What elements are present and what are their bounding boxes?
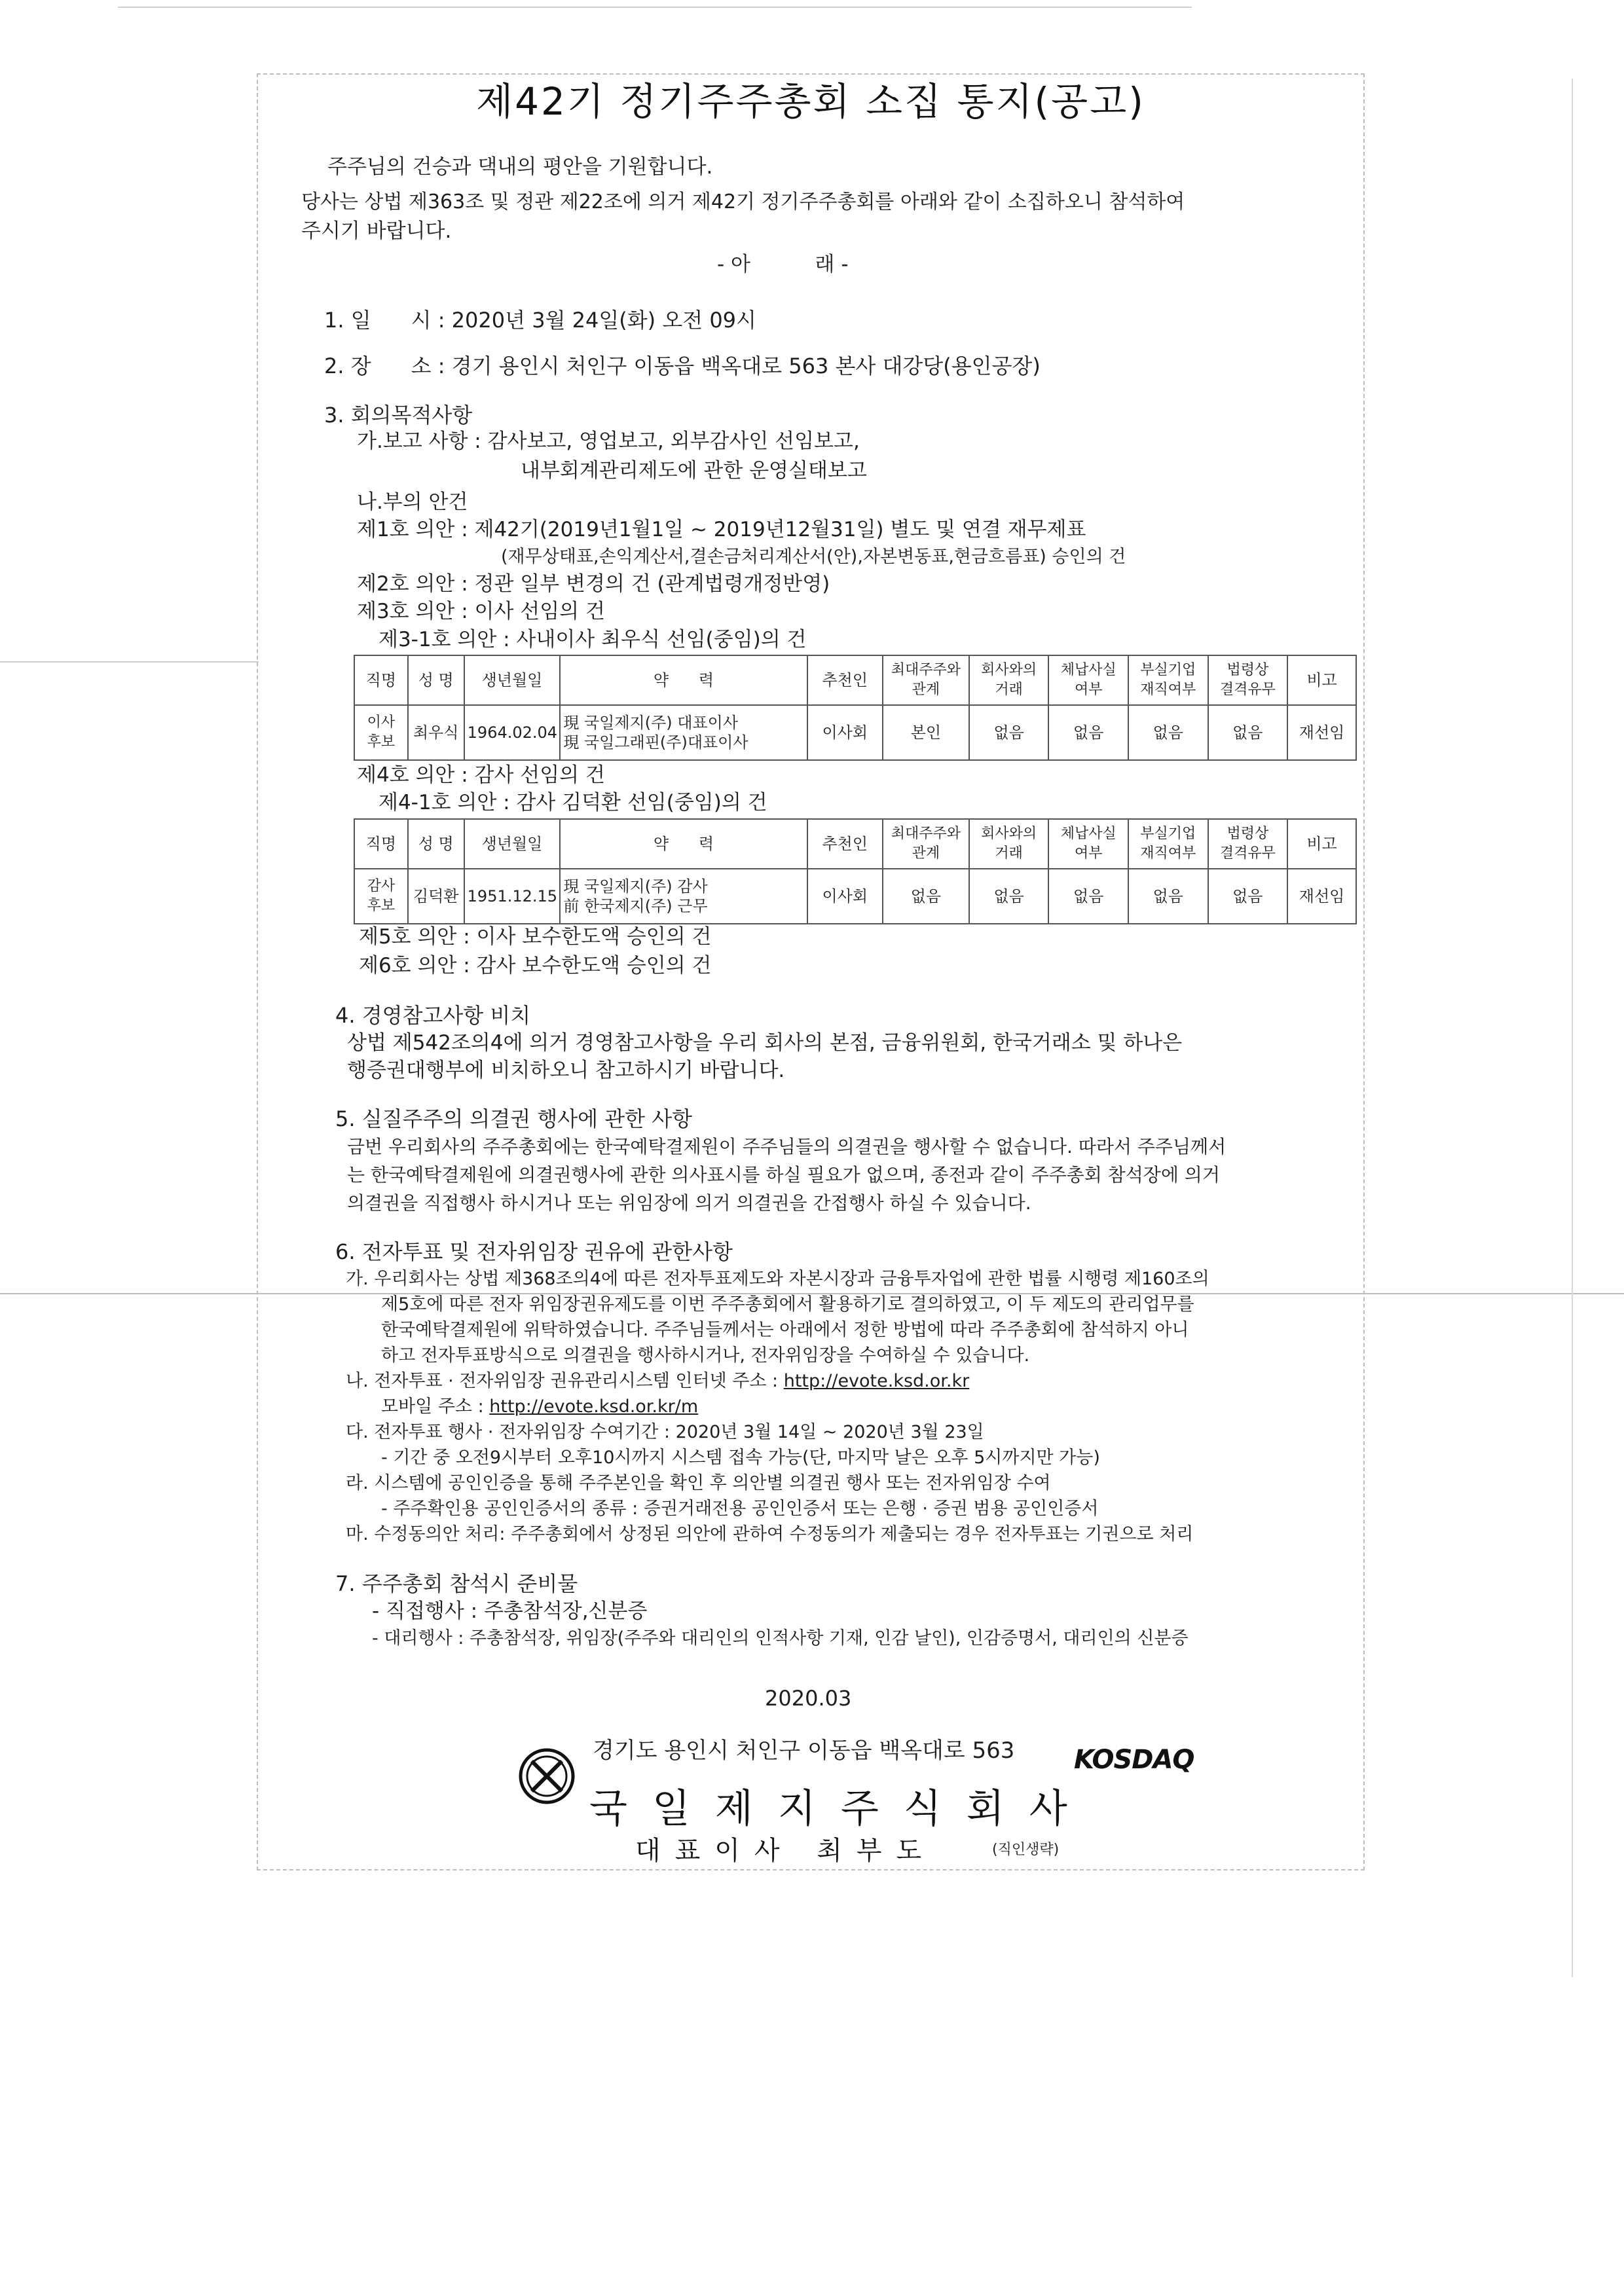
header-recommender: 추천인: [807, 655, 883, 705]
header-remark: 비고: [1287, 819, 1356, 869]
cell-name: 김덕환: [408, 869, 464, 924]
section-6-d-2: - 주주확인용 공인인증서의 종류 : 증권거래전용 공인인증서 또는 은행 · 증권 범용 공인인증서: [381, 1499, 1099, 1519]
cell-insolvent: 없음: [1128, 705, 1208, 760]
cell-relation: 없음: [883, 869, 969, 924]
agenda-1-sub: (재무상태표,손익계산서,결손금처리계산서(안),자본변동표,현금흐름표) 승인의 건: [501, 547, 1126, 567]
cell-recommender: 이사회: [807, 705, 883, 760]
section-4-heading: 4. 경영참고사항 비치: [335, 1003, 531, 1028]
section-6-a-1: 가. 우리회사는 상법 제368조의4에 따른 전자투표제도와 자본시장과 금융투자업에 관한 법률 시행령 제160조의: [346, 1269, 1209, 1289]
header-position: 직명: [354, 655, 408, 705]
header-career: 약 력: [560, 819, 807, 869]
scan-line-right: [1572, 79, 1573, 1977]
resolution-heading: 나.부의 안건: [357, 490, 468, 514]
header-birth: 생년월일: [464, 655, 561, 705]
cell-insolvent: 없음: [1128, 869, 1208, 924]
section-5-line-2: 는 한국예탁결제원에 의결권행사에 관한 의사표시를 하실 필요가 없으며, 종전과 같이 주주총회 참석장에 의거: [347, 1164, 1220, 1186]
mobile-url-link[interactable]: http://evote.ksd.or.kr/m: [489, 1396, 699, 1417]
below-heading: - 아 래 -: [717, 253, 849, 276]
cell-position: 이사 후보: [354, 705, 408, 760]
cell-relation: 본인: [883, 705, 969, 760]
agenda-5: 제5호 의안 : 이사 보수한도액 승인의 건: [359, 925, 712, 949]
header-tax: 체납사실 여부: [1048, 819, 1128, 869]
header-tax: 체납사실 여부: [1048, 655, 1128, 705]
agenda-3: 제3호 의안 : 이사 선임의 건: [357, 600, 605, 623]
section-6-b-1: [346, 1369, 969, 1394]
section-6-heading: 6. 전자투표 및 전자위임장 권유에 관한사항: [335, 1239, 733, 1264]
header-remark: 비고: [1287, 655, 1356, 705]
section-5-line-3: 의결권을 직접행사 하시거나 또는 위임장에 의거 의결권을 간접행사 하실 수 있습니다.: [347, 1192, 1031, 1214]
table-header-row: [354, 819, 1356, 869]
scan-line-mid-left: [0, 661, 259, 663]
intro-line-1: 당사는 상법 제363조 및 정관 제22조에 의거 제42기 정기주주총회를 아래와 같이 소집하오니 참석하여: [301, 191, 1185, 213]
cell-remark: 재선임: [1287, 705, 1356, 760]
agenda-4: 제4호 의안 : 감사 선임의 건: [357, 763, 605, 787]
meeting-date: 1. 일 시 : 2020년 3월 24일(화) 오전 09시: [324, 308, 756, 333]
header-trade: 회사와의 거래: [969, 655, 1049, 705]
agenda-2: 제2호 의안 : 정관 일부 변경의 건 (관계법령개정반영): [357, 572, 830, 596]
header-relation: 최대주주와 관계: [883, 819, 969, 869]
cell-position: 감사 후보: [354, 869, 408, 924]
footer-date: 2020.03: [765, 1686, 852, 1711]
evote-url-link[interactable]: http://evote.ksd.or.kr: [783, 1371, 970, 1391]
cell-career: 現 국일제지(주) 대표이사 現 국일그래핀(주)대표이사: [560, 705, 807, 760]
ceo-name: 대표이사 최부도: [635, 1836, 936, 1866]
company-name: 국일제지주식회사: [589, 1786, 1092, 1832]
seal-note: (직인생략): [992, 1842, 1060, 1858]
cell-trade: 없음: [969, 869, 1049, 924]
scan-line-top: [118, 7, 1192, 8]
footer-address: 경기도 용인시 처인구 이동읍 백옥대로 563: [593, 1738, 1015, 1764]
cell-tax: 없음: [1048, 869, 1128, 924]
section-5-heading: 5. 실질주주의 의결권 행사에 관한 사항: [335, 1106, 693, 1131]
cell-birth: 1964.02.04: [464, 705, 561, 760]
agenda-3-1: 제3-1호 의안 : 사내이사 최우식 선임(중임)의 건: [378, 628, 807, 651]
header-name: 성 명: [408, 655, 464, 705]
section-6-b-2: [381, 1394, 698, 1419]
agenda-heading: 3. 회의목적사항: [324, 403, 473, 428]
company-emblem-icon: [517, 1747, 576, 1806]
section-4-line-2: 행증권대행부에 비치하오니 참고하시기 바랍니다.: [347, 1059, 785, 1082]
auditor-candidate-table: [354, 818, 1357, 924]
evote-url-label: 나. 전자투표 · 전자위임장 권유관리시스템 인터넷 주소 :: [346, 1371, 784, 1391]
cell-tax: 없음: [1048, 705, 1128, 760]
header-legal: 법령상 결격유무: [1208, 655, 1288, 705]
cell-legal: 없음: [1208, 869, 1288, 924]
section-7-heading: 7. 주주총회 참석시 준비물: [335, 1571, 578, 1596]
section-6-a-3: 한국예탁결제원에 위탁하였습니다. 주주님들께서는 아래에서 정한 방법에 따라 주주총회에 참석하지 아니: [381, 1320, 1189, 1340]
header-insolvent: 부실기업 재직여부: [1128, 819, 1208, 869]
section-6-c-2: - 기간 중 오전9시부터 오후10시까지 시스템 접속 가능(단, 마지막 날은 오후 5시까지만 가능): [381, 1448, 1100, 1468]
cell-remark: 재선임: [1287, 869, 1356, 924]
cell-birth: 1951.12.15: [464, 869, 561, 924]
table-header-row: [354, 655, 1356, 705]
agenda-1: 제1호 의안 : 제42기(2019년1월1일 ~ 2019년12월31일) 별도 및 연결 재무제표: [357, 518, 1086, 541]
section-6-a-2: 제5호에 따른 전자 위임장권유제도를 이번 주주총회에서 활용하기로 결의하였고, 이 두 제도의 관리업무를: [381, 1294, 1194, 1315]
table-row: [354, 869, 1356, 924]
header-insolvent: 부실기업 재직여부: [1128, 655, 1208, 705]
report-items: 가.보고 사항 : 감사보고, 영업보고, 외부감사인 선임보고,: [357, 429, 860, 453]
section-6-d-1: 라. 시스템에 공인인증을 통해 주주본인을 확인 후 의안별 의결권 행사 또는 전자위임장 수여: [346, 1473, 1051, 1493]
cell-career: 現 국일제지(주) 감사 前 한국제지(주) 근무: [560, 869, 807, 924]
cell-trade: 없음: [969, 705, 1049, 760]
kosdaq-logo-text: KOSDAQ: [1074, 1745, 1194, 1775]
section-7-line-2: - 대리행사 : 주총참석장, 위임장(주주와 대리인의 인적사항 기재, 인감 날인), 인감증명서, 대리인의 신분증: [372, 1628, 1189, 1649]
header-relation: 최대주주와 관계: [883, 655, 969, 705]
table-row: [354, 705, 1356, 760]
kosdaq-logo: [1074, 1738, 1194, 1797]
cell-name: 최우식: [408, 705, 464, 760]
director-candidate-table: [354, 655, 1357, 761]
header-birth: 생년월일: [464, 819, 561, 869]
intro-line-2: 주시기 바랍니다.: [301, 219, 452, 243]
section-4-line-1: 상법 제542조의4에 의거 경영참고사항을 우리 회사의 본점, 금융위원회, 한국거래소 및 하나은: [347, 1031, 1183, 1055]
greeting: 주주님의 건승과 댁내의 평안을 기원합니다.: [327, 155, 713, 179]
section-7-line-1: - 직접행사 : 주총참석장,신분증: [372, 1599, 648, 1623]
header-name: 성 명: [408, 819, 464, 869]
meeting-place: 2. 장 소 : 경기 용인시 처인구 이동읍 백옥대로 563 본사 대강당(용인공장): [324, 354, 1041, 378]
header-recommender: 추천인: [807, 819, 883, 869]
section-6-e-1: 마. 수정동의안 처리: 주주총회에서 상정된 의안에 관하여 수정동의가 제출되는 경우 전자투표는 기권으로 처리: [346, 1524, 1194, 1544]
header-career: 약 력: [560, 655, 807, 705]
header-trade: 회사와의 거래: [969, 819, 1049, 869]
header-position: 직명: [354, 819, 408, 869]
section-5-line-1: 금번 우리회사의 주주총회에는 한국예탁결제원이 주주님들의 의결권을 행사할 수 없습니다. 따라서 주주님께서: [347, 1136, 1227, 1157]
agenda-6: 제6호 의안 : 감사 보수한도액 승인의 건: [359, 954, 712, 977]
cell-recommender: 이사회: [807, 869, 883, 924]
report-items-2: 내부회계관리제도에 관한 운영실태보고: [521, 459, 867, 483]
section-6-a-4: 하고 전자투표방식으로 의결권을 행사하시거나, 전자위임장을 수여하실 수 있습니다.: [381, 1345, 1030, 1366]
agenda-4-1: 제4-1호 의안 : 감사 김덕환 선임(중임)의 건: [378, 791, 767, 814]
section-6-c-1: 다. 전자투표 행사 · 전자위임장 수여기간 : 2020년 3월 14일 ~ 2020년 3월 23일: [346, 1422, 984, 1442]
mobile-url-label: 모바일 주소 :: [381, 1396, 490, 1417]
page-title: 제42기 정기주주총회 소집 통지(공고): [476, 79, 1145, 124]
cell-legal: 없음: [1208, 705, 1288, 760]
header-legal: 법령상 결격유무: [1208, 819, 1288, 869]
